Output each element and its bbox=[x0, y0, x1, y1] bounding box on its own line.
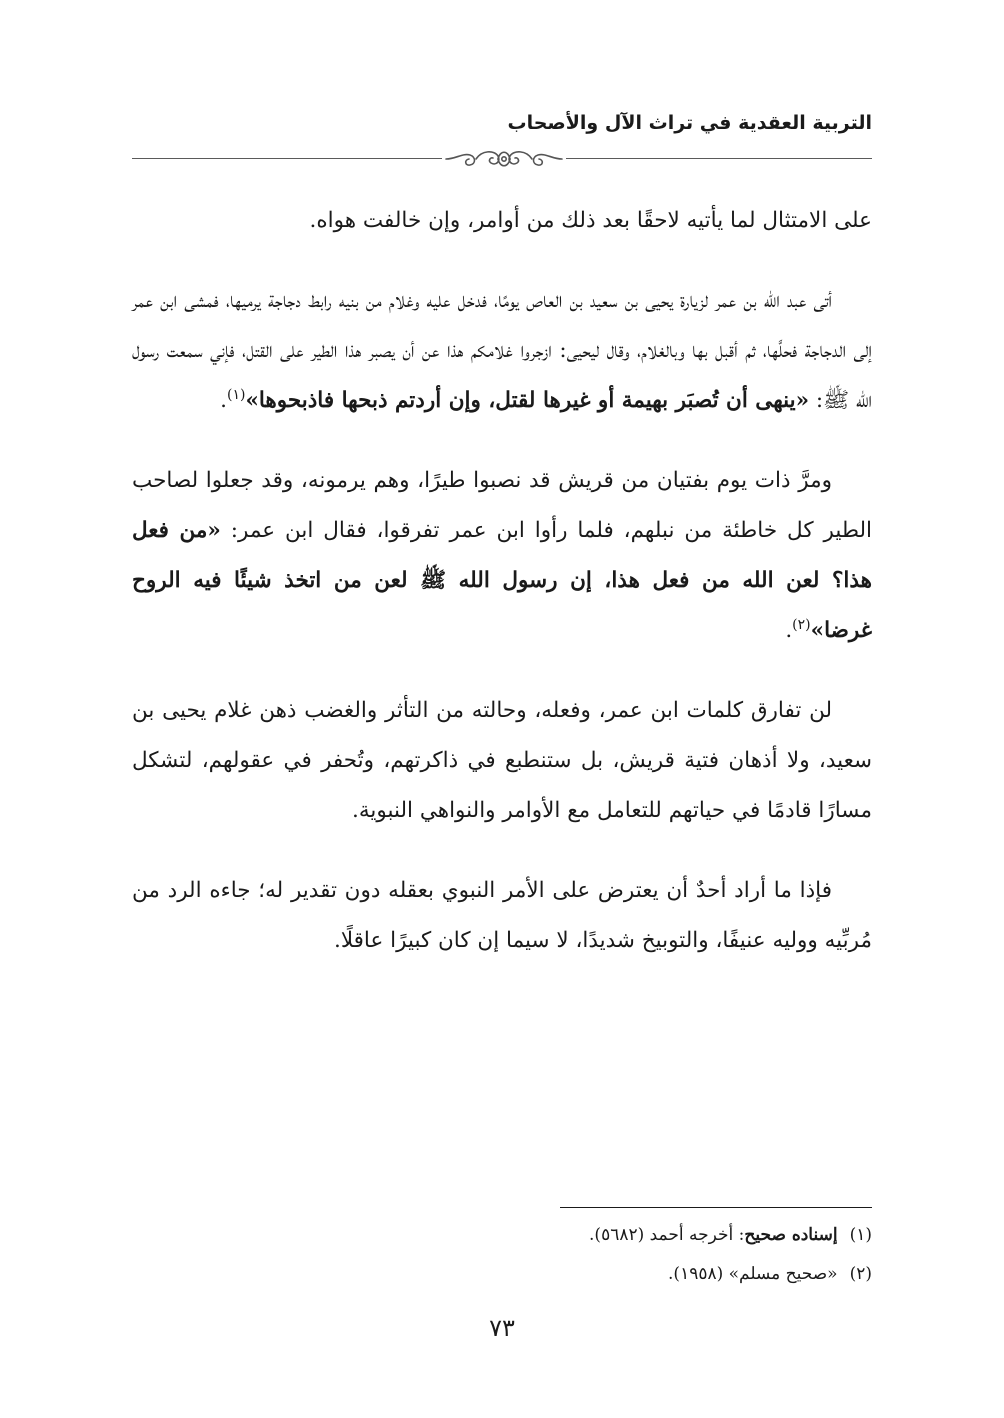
footnotes bbox=[132, 1216, 872, 1294]
page-number: ٧٣ bbox=[489, 1314, 515, 1342]
footnote-divider bbox=[560, 1207, 872, 1208]
body-text bbox=[132, 196, 872, 966]
footnote-1 bbox=[132, 1216, 872, 1255]
footnote-text: : أخرجه أحمد (٥٦٨٢). bbox=[589, 1225, 745, 1245]
paragraph-3 bbox=[132, 456, 872, 656]
paragraph-1: على الامتثال لما يأتيه لاحقًا بعد ذلك من أوامر، وإن خالفت هواه. bbox=[309, 208, 872, 233]
paragraph-4: لن تفارق كلمات ابن عمر، وفعله، وحالته من التأثر والغضب ذهن غلام يحيى بن سعيد، ولا أذهان فتية قريش، بل ستنطبع في ذاكرتهم، وتُحفر في عقولهم، لتشكل مسارًا قادمًا في حياتهم للتعامل مع الأوامر والنواهي النبوية. bbox=[132, 698, 872, 823]
footnote-ref-1[interactable]: (١) bbox=[226, 386, 246, 403]
paragraph-3-end: . bbox=[785, 618, 793, 643]
paragraph-2-text: أتى عبد الله بن عمر لزيارة يحيى بن سعيد بن العاص يومًا، فدخل عليه وغلام من بنيه رابط دجاجة يرميها، فمشى ابن عمر إلى الدجاجة فحلَّها، ثم أقبل بها وبالغلام، وقال ليحيى: ازجروا غلامكم هذا عن أن يصبر هذا الطير على القتل، فإني سمعت رسول الله ﷺ: bbox=[132, 288, 872, 413]
hadith-quote-1: «ينهى أن تُصبَر بهيمة أو غيرها لقتل، وإن أردتم ذبحها فاذبحوها» bbox=[245, 388, 810, 413]
hadith-quote-2: «من فعل هذا؟ لعن الله من فعل هذا، إن رسول الله ﷺ لعن من اتخذ شيئًا فيه الروح غرضا» bbox=[132, 518, 872, 643]
paragraph-2-end: . bbox=[220, 388, 227, 413]
paragraph-5: فإذا ما أراد أحدٌ أن يعترض على الأمر النبوي بعقله دون تقدير له؛ جاءه الرد من مُربِّيه ووليه عنيفًا، والتوبيخ شديدًا، لا سيما إن كان كبيرًا عاقلًا. bbox=[132, 878, 872, 953]
footnote-ref-2[interactable]: (٢) bbox=[792, 616, 811, 633]
ornament-icon bbox=[442, 144, 566, 174]
running-header-title: التربية العقدية في تراث الآل والأصحاب bbox=[507, 112, 872, 134]
footnote-2 bbox=[132, 1255, 872, 1294]
footnote-number: (٢) bbox=[849, 1264, 872, 1284]
paragraph-2 bbox=[132, 276, 872, 426]
paragraph-3-text: ومرَّ ذات يوم بفتيان من قريش قد نصبوا طيرًا، وهم يرمونه، وقد جعلوا لصاحب الطير كل خاطئة من نبلهم، فلما رأوا ابن عمر تفرقوا، فقال ابن عمر: bbox=[132, 468, 872, 543]
footnote-text: «صحيح مسلم» (١٩٥٨). bbox=[668, 1264, 838, 1284]
footnote-bold: إسناده صحيح bbox=[744, 1225, 838, 1245]
footnote-number: (١) bbox=[849, 1225, 872, 1245]
